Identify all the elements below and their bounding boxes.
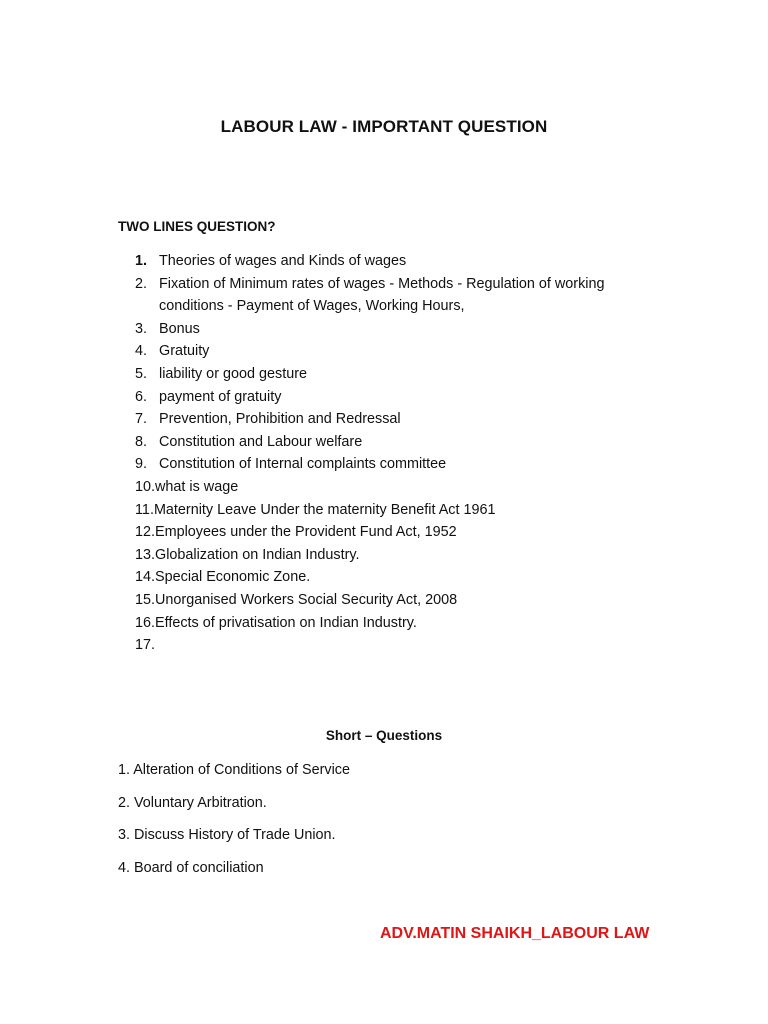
list-item-text: Special Economic Zone. — [155, 569, 311, 586]
list-item — [135, 408, 655, 431]
list-item-number: 15. — [135, 591, 156, 608]
list-item-number: 13. — [135, 546, 156, 563]
list-item — [135, 566, 655, 589]
two-lines-heading: TWO LINES QUESTION? — [118, 219, 276, 234]
list-item-number: 4. — [135, 343, 148, 360]
list-item-text: Maternity Leave Under the maternity Benefit Act 1961 — [153, 501, 496, 518]
list-item — [135, 386, 655, 409]
list-item — [135, 250, 655, 273]
list-item-number: 8. — [135, 433, 148, 450]
list-item — [135, 499, 655, 522]
list-item — [135, 612, 655, 635]
list-item-number: 12. — [135, 524, 156, 541]
two-lines-question-list — [135, 250, 655, 657]
list-item-text: Unorganised Workers Social Security Act, 2008 — [155, 591, 458, 608]
short-questions-list — [118, 760, 658, 890]
list-item-text: Constitution and Labour welfare — [159, 433, 363, 450]
short-question-item: 3. Discuss History of Trade Union. — [118, 827, 336, 843]
list-item — [135, 544, 655, 567]
short-question-item: 4. Board of conciliation — [118, 859, 264, 876]
list-item-number: 1. — [135, 253, 148, 269]
document-title: LABOUR LAW - IMPORTANT QUESTION — [220, 117, 548, 136]
list-item — [135, 431, 655, 454]
list-item-text: Constitution of Internal complaints committee — [159, 456, 447, 473]
list-item-number: 16. — [135, 614, 156, 631]
list-item — [135, 589, 655, 612]
list-item-number: 14. — [135, 569, 156, 586]
author-signature: ADV.MATIN SHAIKH_LABOUR LAW — [380, 925, 650, 942]
list-item-text: Fixation of Minimum rates of wages - Methods - Regulation of working — [159, 275, 605, 292]
list-item — [135, 363, 655, 386]
list-item — [135, 634, 655, 657]
list-item — [135, 318, 655, 341]
list-item — [135, 273, 655, 296]
list-item-number: 3. — [135, 320, 148, 337]
list-item-text: Effects of privatisation on Indian Industry. — [155, 614, 417, 631]
short-question-item: 2. Voluntary Arbitration. — [118, 794, 267, 811]
list-item-text: Gratuity — [159, 343, 210, 360]
list-item-text: Bonus — [159, 320, 200, 337]
list-item-number: 11. — [135, 501, 154, 518]
list-item — [135, 476, 655, 499]
list-item-text: liability or good gesture — [159, 365, 307, 382]
list-item-number: 5. — [135, 365, 148, 382]
list-item-text: Globalization on Indian Industry. — [155, 546, 360, 563]
list-item-number: 9. — [135, 456, 148, 473]
list-item-text: Theories of wages and Kinds of wages — [159, 253, 407, 269]
short-question-item: 1. Alteration of Conditions of Service — [118, 762, 350, 778]
list-item-number: 7. — [135, 411, 148, 428]
list-item — [135, 340, 655, 363]
list-item-continuation: conditions - Payment of Wages, Working Hours, — [159, 298, 465, 315]
list-item-text — [155, 634, 655, 657]
list-item-text: what is wage — [155, 478, 239, 495]
list-item-text: Employees under the Provident Fund Act, 1952 — [155, 524, 457, 541]
list-item-number: 17. — [135, 637, 156, 654]
list-item — [135, 453, 655, 476]
list-item-text: payment of gratuity — [159, 388, 282, 405]
list-item-number: 6. — [135, 388, 148, 405]
short-questions-heading: Short – Questions — [325, 728, 443, 743]
list-item-number: 2. — [135, 275, 148, 292]
list-item-text: Prevention, Prohibition and Redressal — [159, 411, 401, 428]
list-item — [135, 521, 655, 544]
list-item-number: 10. — [135, 478, 156, 495]
